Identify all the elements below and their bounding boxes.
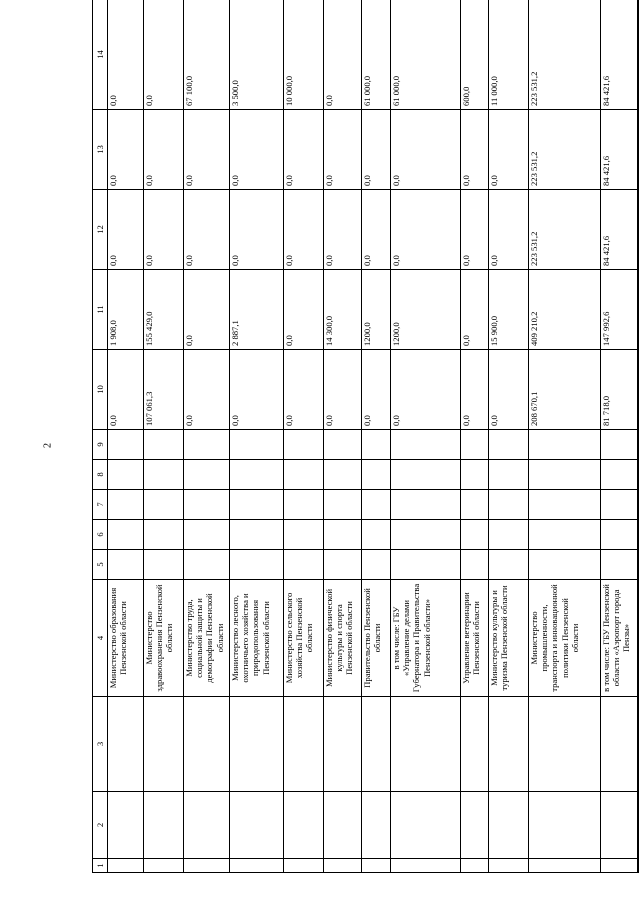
table-row bbox=[362, 0, 391, 873]
value-cell-col-11: 0,0 bbox=[284, 270, 324, 350]
empty-cell bbox=[461, 520, 489, 550]
recipient-name-cell: Правительство Пензенской области bbox=[362, 580, 391, 697]
empty-cell bbox=[638, 580, 639, 697]
table-row bbox=[601, 0, 638, 873]
empty-cell bbox=[144, 792, 184, 859]
header-cell: 7 bbox=[93, 490, 108, 520]
value-cell-col-13: 223 531,2 bbox=[529, 110, 601, 190]
empty-cell bbox=[638, 520, 639, 550]
value-cell-col-12: 84 421,6 bbox=[601, 190, 638, 270]
value-cell-col-14: 3 500,0 bbox=[230, 0, 284, 110]
value-cell-col-12: 0,0 bbox=[230, 190, 284, 270]
empty-cell bbox=[601, 520, 638, 550]
value-cell-col-14: 0,0 bbox=[324, 0, 362, 110]
value-cell-col-10: 0,0 bbox=[284, 350, 324, 430]
header-cell: 3 bbox=[93, 697, 108, 792]
empty-cell bbox=[601, 460, 638, 490]
empty-cell bbox=[461, 460, 489, 490]
value-cell-col-14: 0,0 bbox=[144, 0, 184, 110]
empty-cell bbox=[638, 430, 639, 460]
empty-cell bbox=[638, 792, 639, 859]
empty-cell bbox=[362, 792, 391, 859]
empty-cell bbox=[230, 520, 284, 550]
value-cell-col-11: 1 908,0 bbox=[108, 270, 144, 350]
empty-cell bbox=[324, 697, 362, 792]
empty-cell bbox=[461, 859, 489, 873]
recipient-name-cell: Министерство лесного, охотничьего хозяйства и природопользования Пензенской области bbox=[230, 580, 284, 697]
empty-cell bbox=[391, 697, 461, 792]
empty-cell bbox=[230, 859, 284, 873]
empty-cell bbox=[144, 697, 184, 792]
empty-cell bbox=[184, 460, 230, 490]
empty-cell bbox=[184, 859, 230, 873]
value-cell-col-14: 84 421,6 bbox=[601, 0, 638, 110]
value-cell-col-13: 0,0 bbox=[284, 110, 324, 190]
value-cell-col-14: 61 000,0 bbox=[391, 0, 461, 110]
empty-cell bbox=[461, 792, 489, 859]
value-cell-col-11: 409 210,2 bbox=[529, 270, 601, 350]
value-cell-col-10: 0,0 bbox=[461, 350, 489, 430]
header-cell: 13 bbox=[93, 110, 108, 190]
value-cell-col-11: 14 300,0 bbox=[324, 270, 362, 350]
value-cell-col-13: 0,0 bbox=[184, 110, 230, 190]
value-cell-col-10: 208 670,1 bbox=[529, 350, 601, 430]
empty-cell bbox=[391, 430, 461, 460]
value-cell-col-10: 0,0 bbox=[230, 350, 284, 430]
value-cell-col-10: 0,0 bbox=[108, 350, 144, 430]
header-row bbox=[93, 0, 108, 873]
empty-cell bbox=[362, 520, 391, 550]
empty-cell bbox=[324, 792, 362, 859]
empty-cell bbox=[324, 490, 362, 520]
value-cell-col-11: 0,0 bbox=[461, 270, 489, 350]
header-cell: 5 bbox=[93, 550, 108, 580]
empty-cell bbox=[284, 520, 324, 550]
header-cell: 9 bbox=[93, 430, 108, 460]
empty-cell bbox=[601, 697, 638, 792]
empty-cell bbox=[391, 550, 461, 580]
table-row bbox=[324, 0, 362, 873]
value-cell-col-12: 0,0 bbox=[461, 190, 489, 270]
empty-cell bbox=[108, 697, 144, 792]
empty-cell bbox=[184, 697, 230, 792]
empty-cell bbox=[638, 859, 639, 873]
header-cell: 4 bbox=[93, 580, 108, 697]
empty-cell bbox=[489, 859, 529, 873]
empty-cell bbox=[489, 697, 529, 792]
empty-cell bbox=[461, 490, 489, 520]
empty-cell bbox=[391, 490, 461, 520]
empty-cell bbox=[108, 430, 144, 460]
recipient-name-cell: Министерство труда, социальной защиты и демографии Пензенской области bbox=[184, 580, 230, 697]
empty-cell bbox=[489, 792, 529, 859]
empty-cell bbox=[144, 550, 184, 580]
recipient-name-cell: Министерство культуры и туризма Пензенской области bbox=[489, 580, 529, 697]
empty-cell bbox=[489, 430, 529, 460]
budget-table-rotated bbox=[92, 0, 632, 873]
header-cell: 1 bbox=[93, 859, 108, 873]
value-cell-col-11: 1200,0 bbox=[362, 270, 391, 350]
empty-cell bbox=[529, 490, 601, 520]
header-cell: 8 bbox=[93, 460, 108, 490]
empty-cell bbox=[108, 792, 144, 859]
empty-cell bbox=[529, 792, 601, 859]
empty-cell bbox=[529, 550, 601, 580]
empty-cell bbox=[391, 460, 461, 490]
value-cell-col-12: 0,0 bbox=[391, 190, 461, 270]
value-cell-col-12: 0,0 bbox=[284, 190, 324, 270]
header-cell: 11 bbox=[93, 270, 108, 350]
value-cell-col-14: 223 531,2 bbox=[529, 0, 601, 110]
empty-cell bbox=[529, 697, 601, 792]
value-cell-col-11: 15 900,0 bbox=[489, 270, 529, 350]
page-number: 2 bbox=[42, 443, 54, 448]
value-cell-col-13: 0,0 bbox=[489, 110, 529, 190]
empty-cell bbox=[391, 520, 461, 550]
empty-cell bbox=[489, 460, 529, 490]
empty-cell bbox=[144, 520, 184, 550]
empty-cell bbox=[230, 490, 284, 520]
table-row bbox=[461, 0, 489, 873]
empty-cell bbox=[638, 0, 639, 110]
empty-cell bbox=[284, 697, 324, 792]
table-row bbox=[489, 0, 529, 873]
empty-cell bbox=[362, 460, 391, 490]
empty-cell bbox=[230, 792, 284, 859]
value-cell-col-14: 10 000,0 bbox=[284, 0, 324, 110]
empty-cell bbox=[391, 859, 461, 873]
empty-cell bbox=[638, 110, 639, 190]
empty-cell bbox=[489, 520, 529, 550]
value-cell-col-12: 0,0 bbox=[324, 190, 362, 270]
table-row bbox=[108, 0, 144, 873]
value-cell-col-10: 0,0 bbox=[489, 350, 529, 430]
empty-cell bbox=[461, 550, 489, 580]
empty-cell bbox=[638, 350, 639, 430]
value-cell-col-12: 0,0 bbox=[184, 190, 230, 270]
recipient-name-cell: Министерство физической культуры и спорта Пензенской области bbox=[324, 580, 362, 697]
value-cell-col-13: 0,0 bbox=[362, 110, 391, 190]
value-cell-col-12: 0,0 bbox=[362, 190, 391, 270]
empty-cell bbox=[284, 859, 324, 873]
empty-cell bbox=[638, 697, 639, 792]
budget-table bbox=[92, 0, 639, 873]
value-cell-col-10: 0,0 bbox=[391, 350, 461, 430]
table-row bbox=[391, 0, 461, 873]
value-cell-col-14: 67 100,0 bbox=[184, 0, 230, 110]
value-cell-col-11: 1200,0 bbox=[391, 270, 461, 350]
value-cell-col-14: 600,0 bbox=[461, 0, 489, 110]
empty-cell bbox=[144, 430, 184, 460]
empty-cell bbox=[108, 460, 144, 490]
empty-cell bbox=[230, 460, 284, 490]
empty-cell bbox=[638, 460, 639, 490]
empty-cell bbox=[184, 430, 230, 460]
empty-cell bbox=[601, 859, 638, 873]
table-row bbox=[184, 0, 230, 873]
empty-cell bbox=[184, 550, 230, 580]
empty-cell bbox=[489, 550, 529, 580]
value-cell-col-14: 11 000,0 bbox=[489, 0, 529, 110]
empty-cell bbox=[108, 859, 144, 873]
value-cell-col-10: 107 061,3 bbox=[144, 350, 184, 430]
empty-cell bbox=[529, 460, 601, 490]
table-row bbox=[284, 0, 324, 873]
value-cell-col-13: 0,0 bbox=[324, 110, 362, 190]
value-cell-col-10: 81 718,0 bbox=[601, 350, 638, 430]
table-row bbox=[144, 0, 184, 873]
value-cell-col-11: 147 992,6 bbox=[601, 270, 638, 350]
recipient-name-cell: Управление ветеринарии Пензенской области bbox=[461, 580, 489, 697]
value-cell-col-14: 61 000,0 bbox=[362, 0, 391, 110]
empty-cell bbox=[144, 490, 184, 520]
empty-cell bbox=[391, 792, 461, 859]
empty-cell bbox=[461, 430, 489, 460]
empty-cell bbox=[489, 490, 529, 520]
empty-cell bbox=[324, 550, 362, 580]
header-cell: 12 bbox=[93, 190, 108, 270]
empty-cell bbox=[230, 430, 284, 460]
empty-cell bbox=[529, 520, 601, 550]
empty-cell bbox=[362, 550, 391, 580]
empty-cell bbox=[108, 520, 144, 550]
value-cell-col-11: 0,0 bbox=[184, 270, 230, 350]
empty-cell bbox=[144, 460, 184, 490]
empty-cell bbox=[601, 550, 638, 580]
empty-cell bbox=[362, 859, 391, 873]
value-cell-col-13: 0,0 bbox=[108, 110, 144, 190]
empty-cell bbox=[529, 859, 601, 873]
empty-cell bbox=[284, 490, 324, 520]
header-cell: 14 bbox=[93, 0, 108, 110]
empty-cell bbox=[184, 792, 230, 859]
empty-cell bbox=[529, 430, 601, 460]
value-cell-col-11: 2 887,1 bbox=[230, 270, 284, 350]
empty-cell bbox=[184, 520, 230, 550]
header-cell: 6 bbox=[93, 520, 108, 550]
empty-cell bbox=[601, 792, 638, 859]
empty-cell bbox=[324, 460, 362, 490]
empty-cell bbox=[601, 430, 638, 460]
empty-cell bbox=[284, 430, 324, 460]
value-cell-col-11: 155 429,0 bbox=[144, 270, 184, 350]
empty-cell bbox=[362, 490, 391, 520]
recipient-name-cell: Министерство сельского хозяйства Пензенской области bbox=[284, 580, 324, 697]
empty-cell bbox=[324, 520, 362, 550]
empty-cell bbox=[638, 270, 639, 350]
recipient-name-cell: Министерство образования Пензенской области bbox=[108, 580, 144, 697]
table-row-filler bbox=[638, 0, 639, 873]
value-cell-col-13: 0,0 bbox=[230, 110, 284, 190]
value-cell-col-12: 0,0 bbox=[108, 190, 144, 270]
empty-cell bbox=[144, 859, 184, 873]
recipient-name-cell: Министерство здравоохранения Пензенской области bbox=[144, 580, 184, 697]
value-cell-col-12: 0,0 bbox=[144, 190, 184, 270]
recipient-name-cell: Министерство промышленности, транспорта и инновационной политики Пензенской области bbox=[529, 580, 601, 697]
value-cell-col-13: 0,0 bbox=[391, 110, 461, 190]
value-cell-col-12: 223 531,2 bbox=[529, 190, 601, 270]
value-cell-col-12: 0,0 bbox=[489, 190, 529, 270]
empty-cell bbox=[108, 490, 144, 520]
value-cell-col-14: 0,0 bbox=[108, 0, 144, 110]
empty-cell bbox=[461, 697, 489, 792]
value-cell-col-13: 84 421,6 bbox=[601, 110, 638, 190]
value-cell-col-13: 0,0 bbox=[144, 110, 184, 190]
empty-cell bbox=[638, 190, 639, 270]
empty-cell bbox=[638, 550, 639, 580]
recipient-name-cell: в том числе: ГБУ Пензенской области «Аэропорт города Пензы» bbox=[601, 580, 638, 697]
value-cell-col-10: 0,0 bbox=[324, 350, 362, 430]
empty-cell bbox=[362, 697, 391, 792]
recipient-name-cell: в том числе: ГБУ «Управление делами Губернатора и Правительства Пензенской области» bbox=[391, 580, 461, 697]
empty-cell bbox=[184, 490, 230, 520]
header-cell: 10 bbox=[93, 350, 108, 430]
table-row bbox=[529, 0, 601, 873]
value-cell-col-10: 0,0 bbox=[362, 350, 391, 430]
empty-cell bbox=[362, 430, 391, 460]
value-cell-col-10: 0,0 bbox=[184, 350, 230, 430]
empty-cell bbox=[601, 490, 638, 520]
empty-cell bbox=[284, 460, 324, 490]
header-cell: 2 bbox=[93, 792, 108, 859]
empty-cell bbox=[230, 550, 284, 580]
empty-cell bbox=[284, 792, 324, 859]
empty-cell bbox=[638, 490, 639, 520]
empty-cell bbox=[108, 550, 144, 580]
empty-cell bbox=[324, 859, 362, 873]
table-row bbox=[230, 0, 284, 873]
empty-cell bbox=[284, 550, 324, 580]
value-cell-col-13: 0,0 bbox=[461, 110, 489, 190]
empty-cell bbox=[230, 697, 284, 792]
empty-cell bbox=[324, 430, 362, 460]
